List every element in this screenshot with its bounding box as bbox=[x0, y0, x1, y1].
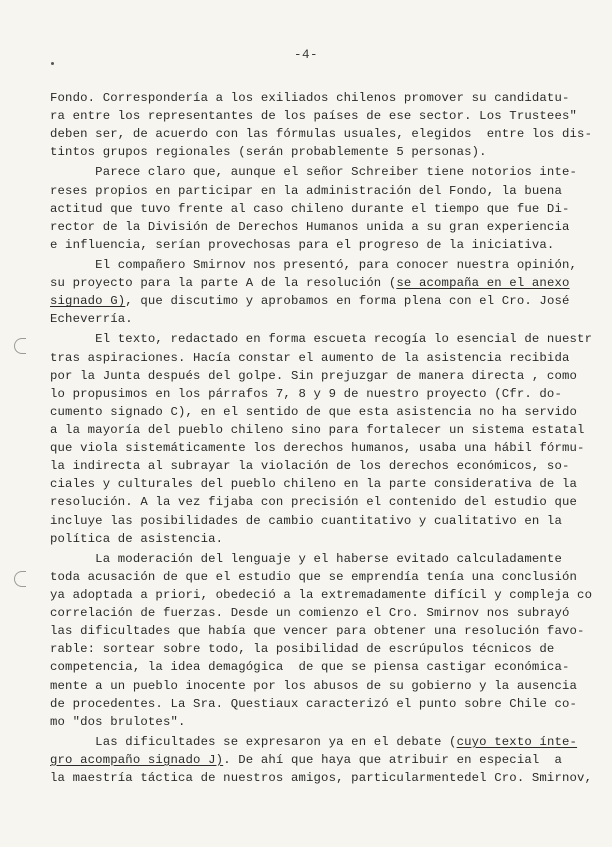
text-line bbox=[50, 143, 590, 161]
text-line bbox=[50, 163, 590, 181]
underlined-reference: cuyo texto ínte- bbox=[456, 734, 578, 749]
body-text bbox=[50, 89, 593, 787]
text-line bbox=[50, 550, 590, 568]
line-text: por la Junta después del golpe. Sin prejuzgar de manera directa , como bbox=[50, 368, 578, 383]
line-text: que viola sistemáticamente los derechos humanos, usaba una hábil fórmu- bbox=[50, 441, 585, 456]
line-text: mo "dos brulotes". bbox=[50, 714, 186, 729]
text-line bbox=[50, 677, 590, 695]
line-text: El texto, redactado en forma escueta recogía lo esencial de nuestr bbox=[50, 332, 593, 347]
text-line bbox=[50, 367, 590, 385]
page-number: -4- bbox=[293, 48, 318, 62]
text-line bbox=[50, 733, 590, 751]
ink-speck bbox=[51, 62, 54, 65]
text-line bbox=[50, 512, 590, 530]
text-line bbox=[50, 200, 590, 218]
line-text: rable: sortear sobre todo, la posibilidad de escrúpulos técnicos de bbox=[50, 642, 555, 657]
text-line bbox=[50, 604, 590, 622]
line-text: competencia, la idea demagógica de que se piensa castigar económica- bbox=[50, 660, 570, 675]
text-line bbox=[50, 439, 590, 457]
text-line bbox=[50, 751, 590, 769]
line-text: de procedentes. La Sra. Questiaux caracterizó el punto sobre Chile co- bbox=[50, 696, 578, 711]
text-line bbox=[50, 713, 590, 731]
line-text: resolución. A la vez fijaba con precisión el contenido del estudio que bbox=[50, 495, 578, 510]
text-line bbox=[50, 236, 590, 254]
line-text: a la mayoría del pueblo chileno sino para fortalecer un sistema estatal bbox=[50, 422, 585, 437]
line-text: El compañero Smirnov nos presentó, para conocer nuestra opinión, bbox=[50, 257, 578, 272]
text-line bbox=[50, 586, 593, 604]
line-text: mente a un pueblo inocente por los abusos de su gobierno y la ausencia bbox=[50, 678, 578, 693]
line-text: lo propusimos en los párrafos 7, 8 y 9 de nuestro proyecto (Cfr. do- bbox=[50, 386, 562, 401]
line-text: deben ser, de acuerdo con las fórmulas usuales, elegidos entre los dis- bbox=[50, 127, 593, 142]
line-text: tras aspiraciones. Hacía constar el aumento de la asistencia recibida bbox=[50, 350, 570, 365]
text-line bbox=[50, 89, 590, 107]
line-text: la indirecta al subrayar la violación de los derechos económicos, so- bbox=[50, 459, 570, 474]
line-text: , que discutimo y aprobamos en forma plena con el Cro. José bbox=[125, 294, 570, 309]
line-text: La moderación del lenguaje y el haberse evitado calculadamente bbox=[50, 551, 562, 566]
line-text: rector de la División de Derechos Humanos unida a su gran experiencia bbox=[50, 219, 570, 234]
text-line bbox=[50, 769, 593, 787]
line-text: reses propios en participar en la administración del Fondo, la buena bbox=[50, 183, 562, 198]
text-line bbox=[50, 568, 590, 586]
text-line bbox=[50, 421, 590, 439]
text-line bbox=[50, 658, 590, 676]
line-text: cumento signado C), en el sentido de que esta asistencia no ha servido bbox=[50, 404, 578, 419]
line-text: la maestría táctica de nuestros amigos, particularmentedel Cro. Smirnov, bbox=[50, 771, 593, 786]
line-text: tintos grupos regionales (serán probablemente 5 personas). bbox=[50, 145, 487, 160]
line-text: Parece claro que, aunque el señor Schreiber tiene notorios inte- bbox=[50, 165, 578, 180]
text-line bbox=[50, 695, 590, 713]
text-line bbox=[50, 125, 593, 143]
line-text: Las dificultades se expresaron ya en el debate ( bbox=[50, 734, 457, 749]
line-text: . De ahí que haya que atribuir en especial a bbox=[223, 752, 563, 767]
text-line bbox=[50, 310, 590, 328]
text-line bbox=[50, 475, 590, 493]
line-text: su proyecto para la parte A de la resolución ( bbox=[50, 276, 397, 291]
text-line bbox=[50, 622, 590, 640]
binder-hole-mark bbox=[14, 571, 26, 587]
underlined-reference: signado G) bbox=[50, 294, 126, 309]
line-text: incluye las posibilidades de cambio cuantitativo y cualitativo en la bbox=[50, 513, 562, 528]
text-line bbox=[50, 256, 590, 274]
text-line bbox=[50, 530, 590, 548]
text-line bbox=[50, 640, 590, 658]
line-text: actitud que tuvo frente al caso chileno durante el tiempo que fue Di- bbox=[50, 201, 570, 216]
text-line bbox=[50, 182, 590, 200]
line-text: ciales y culturales del pueblo chileno en la parte considerativa de la bbox=[50, 477, 578, 492]
line-text: e influencia, serían provechosas para el progreso de la iniciativa. bbox=[50, 237, 555, 252]
line-text: correlación de fuerzas. Desde un comienzo el Cro. Smirnov nos subrayó bbox=[50, 606, 570, 621]
line-text: política de asistencia. bbox=[50, 531, 224, 546]
text-line bbox=[50, 107, 590, 125]
text-line bbox=[50, 274, 590, 292]
underlined-reference: gro acompaño signado J) bbox=[50, 752, 224, 767]
text-line bbox=[50, 292, 590, 310]
line-text: toda acusación de que el estudio que se emprendía tenía una conclusión bbox=[50, 569, 578, 584]
line-text: las dificultades que había que vencer para obtener una resolución favo- bbox=[50, 624, 585, 639]
text-line bbox=[50, 349, 590, 367]
line-text: Echeverría. bbox=[50, 312, 133, 327]
text-line bbox=[50, 403, 590, 421]
line-text: ya adoptada a priori, obedeció a la extremadamente difícil y compleja co bbox=[50, 587, 593, 602]
underlined-reference: se acompaña en el anexo bbox=[396, 276, 570, 291]
text-line bbox=[50, 218, 590, 236]
text-line bbox=[50, 493, 590, 511]
text-line bbox=[50, 457, 590, 475]
line-text: ra entre los representantes de los países de ese sector. Los Trustees" bbox=[50, 109, 578, 124]
line-text: Fondo. Correspondería a los exiliados chilenos promover su candidatu- bbox=[50, 91, 570, 105]
binder-hole-mark bbox=[14, 338, 26, 354]
text-line bbox=[50, 330, 593, 348]
text-line bbox=[50, 385, 590, 403]
